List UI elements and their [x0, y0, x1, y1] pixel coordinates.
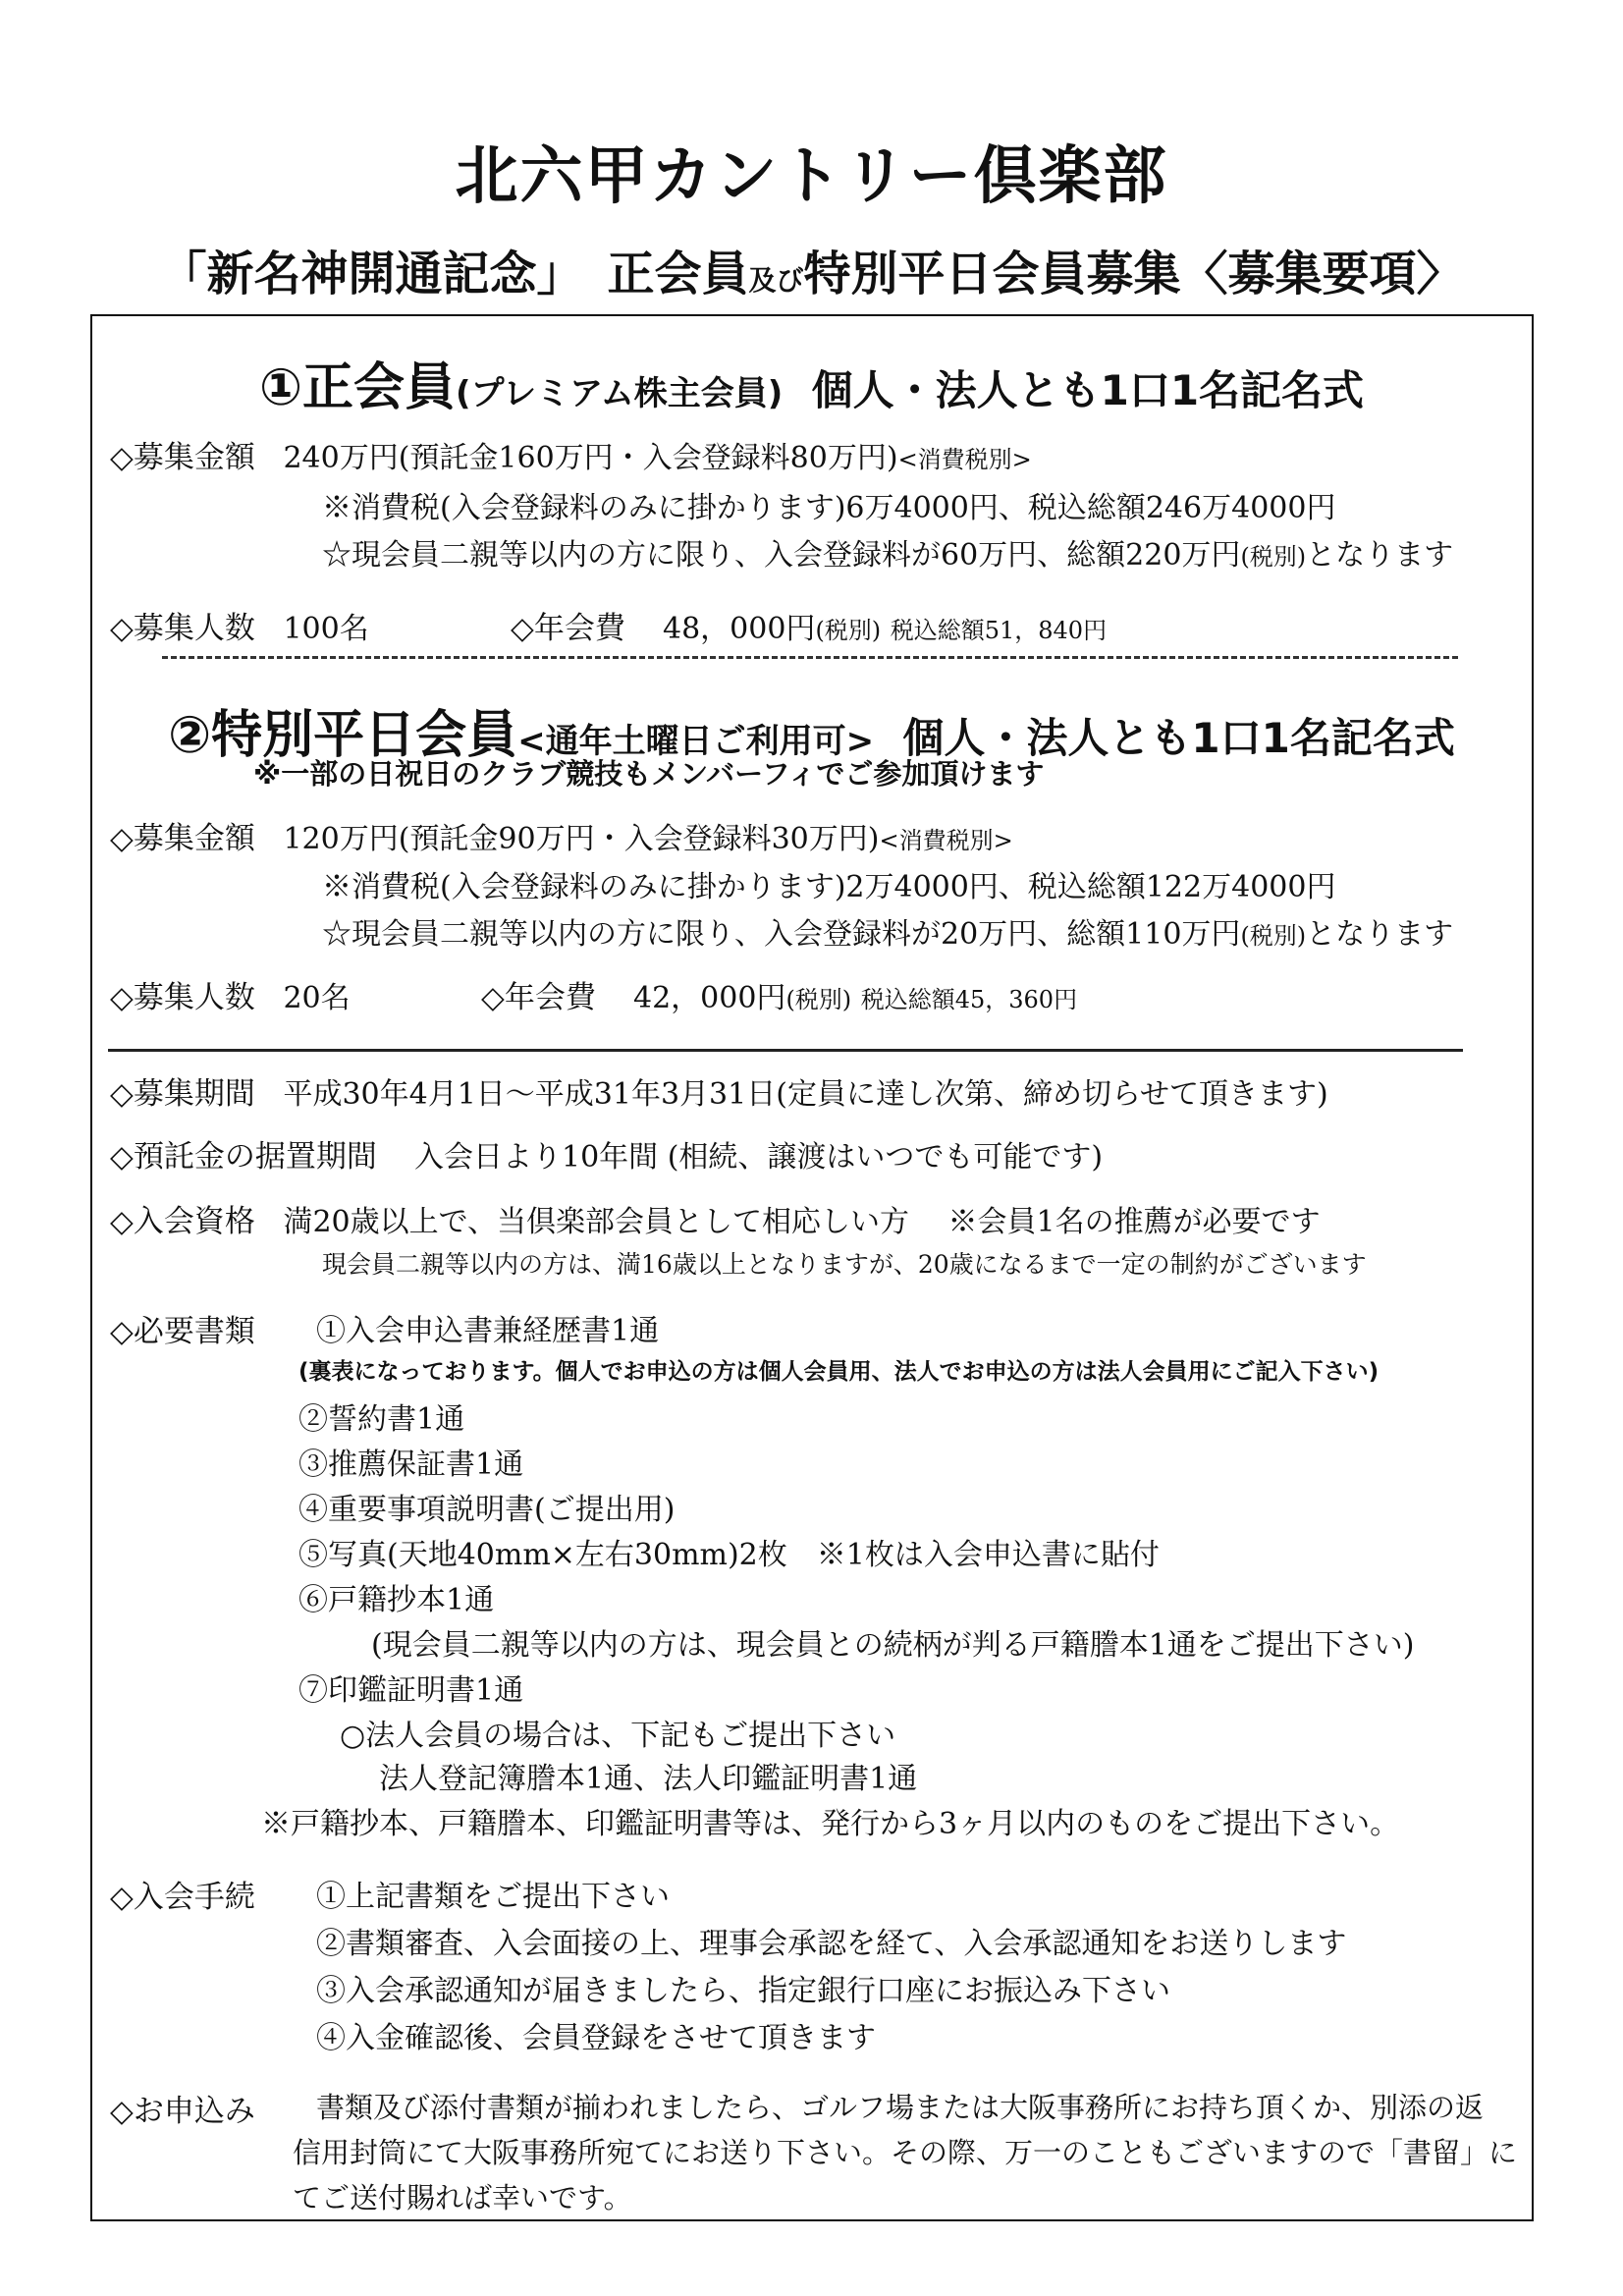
application-label: ◇お申込み: [110, 2094, 255, 2129]
documents-corporate-heading: ○法人会員の場合は、下記もご提出下さい: [340, 1719, 896, 1753]
section1-fee: 48，000円: [663, 612, 816, 646]
documents-item-1-note: (裏表になっております。個人でお申込の方は個人会員用、法人でお申込の方は法人会員用にご記入下さい): [298, 1359, 1380, 1385]
deposit-label: ◇預託金の据置期間: [110, 1139, 377, 1175]
application-line-3: てご送付賜れば幸いです。: [293, 2181, 632, 2214]
procedure-item-2: ②書類審査、入会面接の上、理事会承認を経て、入会承認通知をお送りします: [316, 1927, 1347, 1961]
section2-tax-note: ※消費税(入会登録料のみに掛かります)2万4000円、税込総額122万4000円: [322, 870, 1336, 904]
section-divider-dashed: [162, 656, 1458, 659]
section2-note: ※一部の日祝日のクラブ競技もメンバーフィでご参加頂けます: [253, 757, 1045, 791]
documents-item-2: ②誓約書1通: [298, 1402, 465, 1437]
documents-item-1: ①入会申込書兼経歴書1通: [316, 1314, 660, 1348]
section1-amount-row: [110, 432, 1032, 476]
qualification-label: ◇入会資格: [110, 1204, 255, 1239]
section2-name: 特別平日会員: [211, 706, 518, 765]
subtitle-part1: 「新名神開通記念」 正会員: [159, 246, 749, 301]
procedure-item-1: ①上記書類をご提出下さい: [316, 1880, 670, 1914]
section1-fee-small: (税別): [815, 617, 882, 644]
documents-corporate-items: 法人登記簿謄本1通、法人印鑑証明書1通: [379, 1762, 918, 1796]
documents-item-7: ⑦印鑑証明書1通: [298, 1673, 524, 1708]
period-text: 平成30年4月1日～平成31年3月31日(定員に達し次第、締め切らせて頂きます): [283, 1077, 1328, 1112]
period-label: ◇募集期間: [110, 1076, 255, 1112]
section1-paren: (プレミアム株主会員): [456, 374, 784, 413]
section2-paren: <通年土曜日ご利用可>: [517, 722, 875, 761]
section2-count: 20名: [283, 981, 351, 1015]
section1-family-end: となります: [1306, 538, 1454, 573]
documents-item-6-note: (現会員二親等以内の方は、現会員との続柄が判る戸籍謄本1通をご提出下さい): [371, 1628, 1415, 1663]
section2-amount-row: [110, 813, 1013, 857]
section1-amount-tax: <消費税別>: [897, 446, 1032, 473]
section2-family-small: (税別): [1240, 922, 1307, 950]
documents-item-5: ⑤写真(天地40mm×左右30mm)2枚 ※1枚は入会申込書に貼付: [298, 1538, 1160, 1572]
section1-family-note: [322, 530, 1453, 574]
section2-fee: 42，000円: [633, 981, 786, 1015]
section2-fee-label: ◇年会費: [481, 980, 596, 1015]
section1-fee-row: [511, 603, 1107, 647]
section2-count-row: [110, 972, 351, 1016]
section1-amount-label: ◇募集金額: [110, 440, 255, 475]
section2-amount: 120万円(預託金90万円・入会登録料30万円): [283, 822, 880, 856]
procedure-label: ◇入会手続: [110, 1880, 255, 1915]
section1-amount: 240万円(預託金160万円・入会登録料80万円): [283, 441, 898, 475]
procedure-item-3: ③入会承認通知が届きましたら、指定銀行口座にお振込み下さい: [316, 1974, 1170, 2008]
documents-validity-note: ※戸籍抄本、戸籍謄本、印鑑証明書等は、発行から3ヶ月以内のものをご提出下さい。: [261, 1807, 1400, 1841]
documents-item-6: ⑥戸籍抄本1通: [298, 1583, 495, 1617]
section2-fee-small: (税別): [785, 986, 852, 1013]
section1-fee-label: ◇年会費: [511, 611, 625, 646]
section1-count-row: [110, 603, 369, 647]
section1-family-main: ☆現会員二親等以内の方に限り、入会登録料が60万円、総額220万円: [322, 538, 1241, 573]
section2-fee-row: [481, 972, 1077, 1016]
subtitle-part2: 特別平日会員募集〈募集要項〉: [803, 246, 1464, 301]
section1-number: ①: [258, 358, 302, 417]
documents-item-4: ④重要事項説明書(ご提出用): [298, 1493, 676, 1527]
section2-family-main: ☆現会員二親等以内の方に限り、入会登録料が20万円、総額110万円: [322, 917, 1241, 952]
section2-amount-label: ◇募集金額: [110, 821, 255, 856]
qualification-row: [110, 1196, 1321, 1240]
section2-amount-tax: <消費税別>: [879, 827, 1013, 854]
section1-heading: [0, 346, 1623, 419]
section1-suffix: 個人・法人とも1口1名記名式: [811, 366, 1365, 414]
section1-tax-note: ※消費税(入会登録料のみに掛かります)6万4000円、税込総額246万4000円: [322, 491, 1336, 525]
subtitle-small: 及び: [748, 264, 804, 297]
section2-fee-total: 税込総額45，360円: [860, 986, 1078, 1013]
application-line-1: 書類及び添付書類が揃われましたら、ゴルフ場または大阪事務所にお持ち頂くか、別添の返: [316, 2091, 1485, 2124]
deposit-text: 入会日より10年間 (相続、譲渡はいつでも可能です): [414, 1140, 1104, 1175]
page-title: 北六甲カントリー倶楽部: [455, 140, 1168, 213]
section1-count: 100名: [283, 612, 369, 646]
qualification-sub: 現会員二親等以内の方は、満16歳以上となりますが、20歳になるまで一定の制約がございます: [322, 1250, 1367, 1279]
documents-label: ◇必要書類: [110, 1314, 255, 1349]
section2-family-note: [322, 909, 1453, 953]
documents-item-3: ③推薦保証書1通: [298, 1448, 524, 1482]
page-subtitle: [0, 236, 1623, 303]
period-row: [110, 1068, 1328, 1113]
section2-family-end: となります: [1306, 917, 1454, 952]
section-divider-solid: [108, 1049, 1463, 1052]
section1-family-small: (税別): [1240, 543, 1307, 571]
deposit-row: [110, 1131, 1103, 1175]
section2-number: ②: [168, 706, 212, 765]
procedure-item-4: ④入金確認後、会員登録をさせて頂きます: [316, 2021, 876, 2055]
section2-count-label: ◇募集人数: [110, 980, 255, 1015]
qualification-text: 満20歳以上で、当倶楽部会員として相応しい方 ※会員1名の推薦が必要です: [283, 1205, 1321, 1239]
section2-suffix: 個人・法人とも1口1名記名式: [902, 714, 1455, 762]
section1-count-label: ◇募集人数: [110, 611, 255, 646]
application-line-2: 信用封筒にて大阪事務所宛てにお送り下さい。その際、万一のこともございますので「書留」に: [293, 2136, 1518, 2169]
section1-fee-total: 税込総額51，840円: [890, 617, 1108, 644]
section1-name: 正会員: [301, 358, 456, 417]
